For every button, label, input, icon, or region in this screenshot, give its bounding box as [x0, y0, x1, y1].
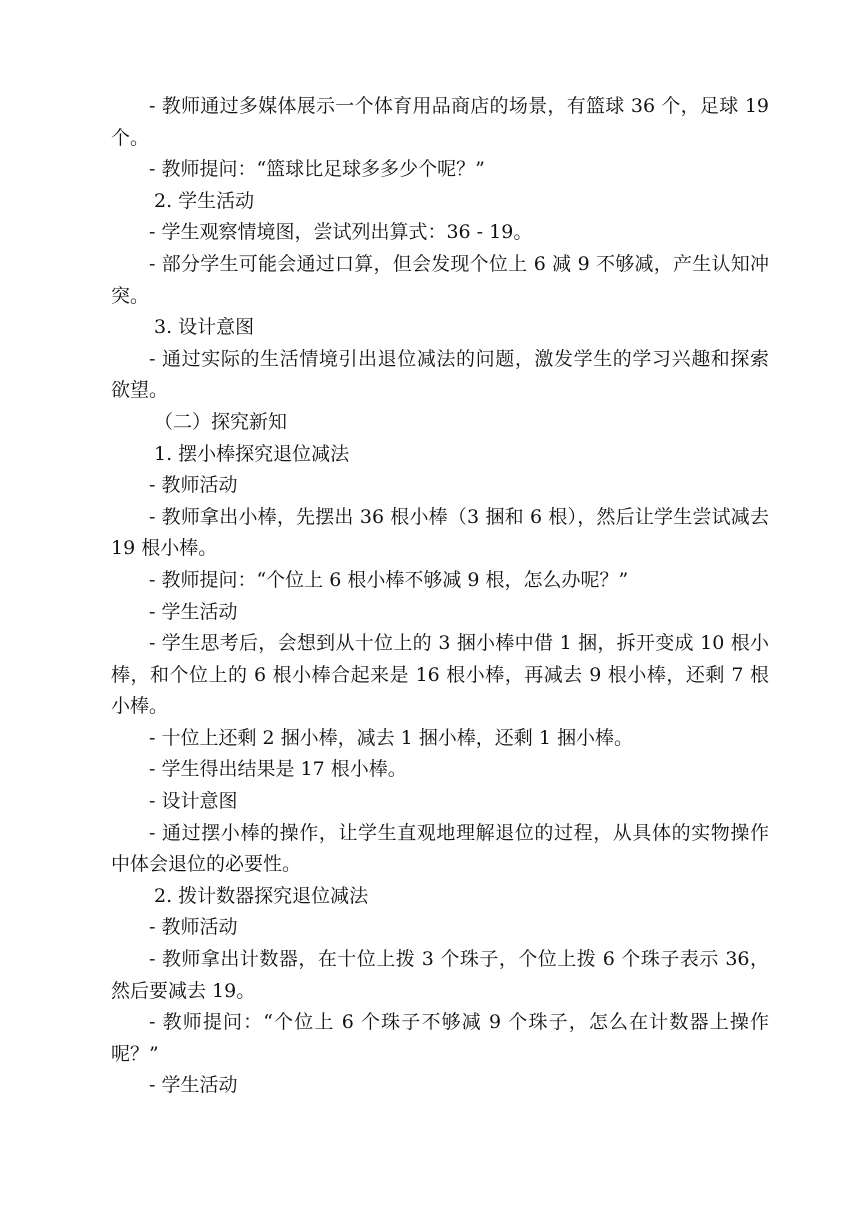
- paragraph: - 通过摆小棒的操作，让学生直观地理解退位的过程，从具体的实物操作中体会退位的必要性。: [111, 821, 769, 876]
- paragraph: - 教师活动: [149, 474, 238, 497]
- paragraph: - 教师提问：“个位上 6 根小棒不够减 9 根，怎么办呢？”: [149, 568, 629, 591]
- section-heading: 1. 摆小棒探究退位减法: [154, 442, 350, 465]
- paragraph: - 教师通过多媒体展示一个体育用品商店的场景，有篮球 36 个，足球 19 个。: [111, 95, 769, 149]
- paragraph: - 十位上还剩 2 捆小棒，减去 1 捆小棒，还剩 1 捆小棒。: [149, 726, 633, 749]
- paragraph: - 设计意图: [149, 790, 238, 813]
- paragraph: - 通过实际的生活情境引出退位减法的问题，激发学生的学习兴趣和探索欲望。: [111, 347, 769, 402]
- document-body: [111, 91, 769, 1102]
- paragraph: - 部分学生可能会通过口算，但会发现个位上 6 减 9 不够减，产生认知冲突。: [111, 252, 769, 307]
- paragraph: - 教师拿出小棒，先摆出 36 根小棒（3 捆和 6 根），然后让学生尝试减去 19 根小棒。: [111, 505, 769, 560]
- section-title: （二）探究新知: [154, 410, 288, 433]
- section-heading: 2. 学生活动: [154, 189, 255, 212]
- paragraph: - 教师提问：“篮球比足球多多少个呢？”: [149, 158, 485, 181]
- paragraph: - 学生得出结果是 17 根小棒。: [149, 758, 407, 781]
- paragraph: - 学生观察情境图，尝试列出算式：36 - 19。: [149, 221, 533, 244]
- section-heading: 3. 设计意图: [154, 316, 255, 339]
- paragraph: - 学生活动: [149, 600, 238, 623]
- paragraph: - 教师拿出计数器，在十位上拨 3 个珠子，个位上拨 6 个珠子表示 36，然后要减去 19。: [111, 948, 769, 1002]
- paragraph: - 学生思考后，会想到从十位上的 3 捆小棒中借 1 捆，拆开变成 10 根小棒，和个位上的 6 根小棒合起来是 16 根小棒，再减去 9 根小棒，还剩 7 根小棒。: [111, 632, 769, 718]
- section-heading: 2. 拨计数器探究退位减法: [154, 884, 369, 907]
- paragraph: - 教师提问：“个位上 6 个珠子不够减 9 个珠子，怎么在计数器上操作呢？”: [111, 1011, 769, 1065]
- paragraph: - 学生活动: [149, 1074, 238, 1097]
- paragraph: - 教师活动: [149, 916, 238, 939]
